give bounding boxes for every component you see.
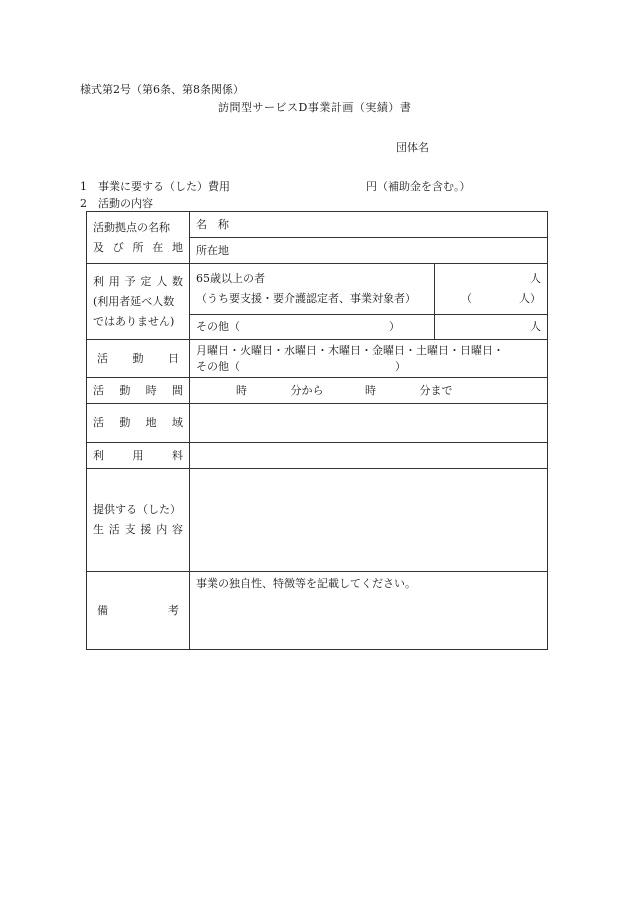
users-label-line3: ではありません)	[93, 314, 175, 328]
document-title: 訪問型サービスD事業計画（実績）書	[218, 101, 412, 114]
base-label-line2: 及 び 所 在 地	[93, 240, 183, 254]
other-count-field[interactable]	[190, 315, 435, 340]
area-field[interactable]	[190, 404, 548, 443]
section1-cost-unit: 円（補助金を含む。）	[366, 180, 471, 193]
time-hour-end: 時	[365, 383, 376, 397]
remarks-field[interactable]	[190, 572, 548, 650]
table-row	[87, 378, 548, 404]
support-label-line1: 提供する（した）	[93, 503, 181, 516]
days-other: その他（ ）	[196, 359, 406, 373]
fee-field[interactable]	[190, 443, 548, 469]
time-min-start: 分から	[290, 383, 324, 397]
table-row	[87, 340, 548, 378]
days-options: 月曜日・火曜日・水曜日・木曜日・金曜日・土曜日・日曜日・	[196, 343, 504, 357]
fee-label-cell: 利 用 料	[87, 443, 190, 469]
time-field[interactable]	[190, 378, 548, 404]
table-row	[87, 469, 548, 572]
time-min-end: 分まで	[419, 383, 453, 397]
elderly-count-field[interactable]	[190, 264, 435, 315]
users-label-line1: 利 用 予 定 人 数	[93, 274, 183, 288]
section1-cost-label: 1 事業に要する（した）費用	[80, 180, 230, 193]
days-field[interactable]	[190, 340, 548, 378]
time-label-cell: 活 動 時 間	[87, 378, 190, 404]
remarks-note: 事業の独自性、特徴等を記載してください。	[196, 577, 416, 590]
elderly-unit: 人	[530, 272, 541, 285]
elderly-sub-count: （ 人）	[461, 292, 541, 305]
time-hour-start: 時	[236, 383, 247, 397]
base-label-line1: 活動拠点の名称	[93, 220, 170, 234]
section2-activity-label: 2 活動の内容	[80, 197, 153, 210]
activity-table	[86, 211, 548, 650]
other-count-unit[interactable]: 人	[435, 315, 548, 340]
support-field[interactable]	[190, 469, 548, 572]
elderly-count-value[interactable]	[435, 264, 548, 315]
base-address-field[interactable]	[190, 238, 548, 264]
organization-name-label: 団体名	[396, 141, 429, 154]
table-row	[87, 404, 548, 443]
days-label-cell: 活 動 日	[87, 340, 190, 378]
table-row	[87, 264, 548, 315]
base-address-label: 所在地	[196, 243, 229, 257]
support-label-cell	[87, 469, 190, 572]
support-label-line2: 生 活 支 援 内 容	[93, 523, 183, 536]
base-label-cell	[87, 212, 190, 264]
base-name-field[interactable]	[190, 212, 548, 238]
remarks-label-cell: 備 考	[87, 572, 190, 650]
elderly-sub-label: （うち要支援・要介護認定者、事業対象者）	[196, 292, 416, 305]
other-open: その他（	[196, 320, 240, 333]
table-row	[87, 572, 548, 650]
base-name-label: 名 称	[196, 217, 229, 231]
users-label-line2: (利用者延べ人数	[93, 294, 175, 308]
table-row	[87, 443, 548, 469]
table-row	[87, 212, 548, 238]
users-label-cell	[87, 264, 190, 340]
form-number-label: 様式第2号（第6条、第8条関係）	[80, 83, 244, 96]
other-close: ）	[389, 320, 400, 333]
elderly-label: 65歳以上の者	[196, 272, 265, 285]
area-label-cell: 活 動 地 域	[87, 404, 190, 443]
